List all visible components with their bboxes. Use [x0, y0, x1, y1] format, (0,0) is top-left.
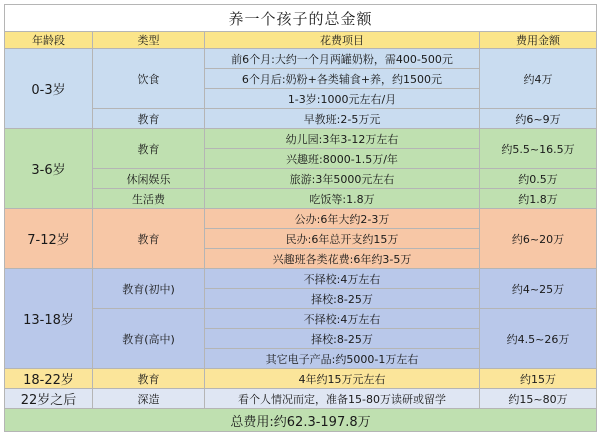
sheet-title: 养一个孩子的总金额: [5, 5, 597, 32]
item-cell: 幼儿园:3年3-12万左右: [205, 129, 480, 149]
age-cell: 0-3岁: [5, 49, 93, 129]
cost-cell: 约6~20万: [480, 209, 597, 269]
item-cell: 公办:6年大约2-3万: [205, 209, 480, 229]
cost-cell: 约15万: [480, 369, 597, 389]
cost-table: [4, 4, 597, 432]
category-cell: 教育: [93, 129, 205, 169]
item-cell: 不择校:4万左右: [205, 269, 480, 289]
item-cell: 民办:6年总开支约15万: [205, 229, 480, 249]
cost-cell: 约4~25万: [480, 269, 597, 309]
cost-cell: 约1.8万: [480, 189, 597, 209]
age-cell: 13-18岁: [5, 269, 93, 369]
cost-row: [5, 129, 597, 149]
cost-row: [5, 189, 597, 209]
age-cell: 18-22岁: [5, 369, 93, 389]
age-cell: 22岁之后: [5, 389, 93, 409]
category-cell: 教育: [93, 369, 205, 389]
item-cell: 兴趣班各类花费:6年约3-5万: [205, 249, 480, 269]
cost-row: [5, 309, 597, 329]
cost-row: [5, 369, 597, 389]
cost-row: [5, 209, 597, 229]
total-row: [5, 409, 597, 432]
item-cell: 早教班:2-5万元: [205, 109, 480, 129]
age-cell: 7-12岁: [5, 209, 93, 269]
item-cell: 吃饭等:1.8万: [205, 189, 480, 209]
item-cell: 旅游:3年5000元左右: [205, 169, 480, 189]
item-cell: 前6个月:大约一个月两罐奶粉，需400-500元: [205, 49, 480, 69]
category-cell: 生活费: [93, 189, 205, 209]
cost-row: [5, 389, 597, 409]
total-cost: 总费用:约62.3-197.8万: [5, 409, 597, 432]
category-cell: 教育(初中): [93, 269, 205, 309]
header-row: [5, 32, 597, 49]
cost-cell: 约6~9万: [480, 109, 597, 129]
header-age: 年龄段: [5, 32, 93, 49]
item-cell: 4年约15万元左右: [205, 369, 480, 389]
cost-cell: 约4.5~26万: [480, 309, 597, 369]
cost-cell: 约0.5万: [480, 169, 597, 189]
cost-cell: 约4万: [480, 49, 597, 109]
header-category: 类型: [93, 32, 205, 49]
category-cell: 饮食: [93, 49, 205, 109]
age-cell: 3-6岁: [5, 129, 93, 209]
item-cell: 兴趣班:8000-1.5万/年: [205, 149, 480, 169]
cost-cell: 约15~80万: [480, 389, 597, 409]
item-cell: 择校:8-25万: [205, 329, 480, 349]
category-cell: 教育: [93, 209, 205, 269]
title-row: [5, 5, 597, 32]
category-cell: 休闲娱乐: [93, 169, 205, 189]
item-cell: 看个人情况而定，准备15-80万读研或留学: [205, 389, 480, 409]
item-cell: 1-3岁:1000元左右/月: [205, 89, 480, 109]
cost-row: [5, 269, 597, 289]
cost-cell: 约5.5~16.5万: [480, 129, 597, 169]
item-cell: 6个月后:奶粉+各类辅食+养，约1500元: [205, 69, 480, 89]
category-cell: 教育: [93, 109, 205, 129]
header-item: 花费项目: [205, 32, 480, 49]
cost-row: [5, 109, 597, 129]
header-cost: 费用金额: [480, 32, 597, 49]
item-cell: 不择校:4万左右: [205, 309, 480, 329]
category-cell: 教育(高中): [93, 309, 205, 369]
cost-row: [5, 169, 597, 189]
cost-row: [5, 49, 597, 69]
item-cell: 其它电子产品:约5000-1万左右: [205, 349, 480, 369]
category-cell: 深造: [93, 389, 205, 409]
item-cell: 择校:8-25万: [205, 289, 480, 309]
